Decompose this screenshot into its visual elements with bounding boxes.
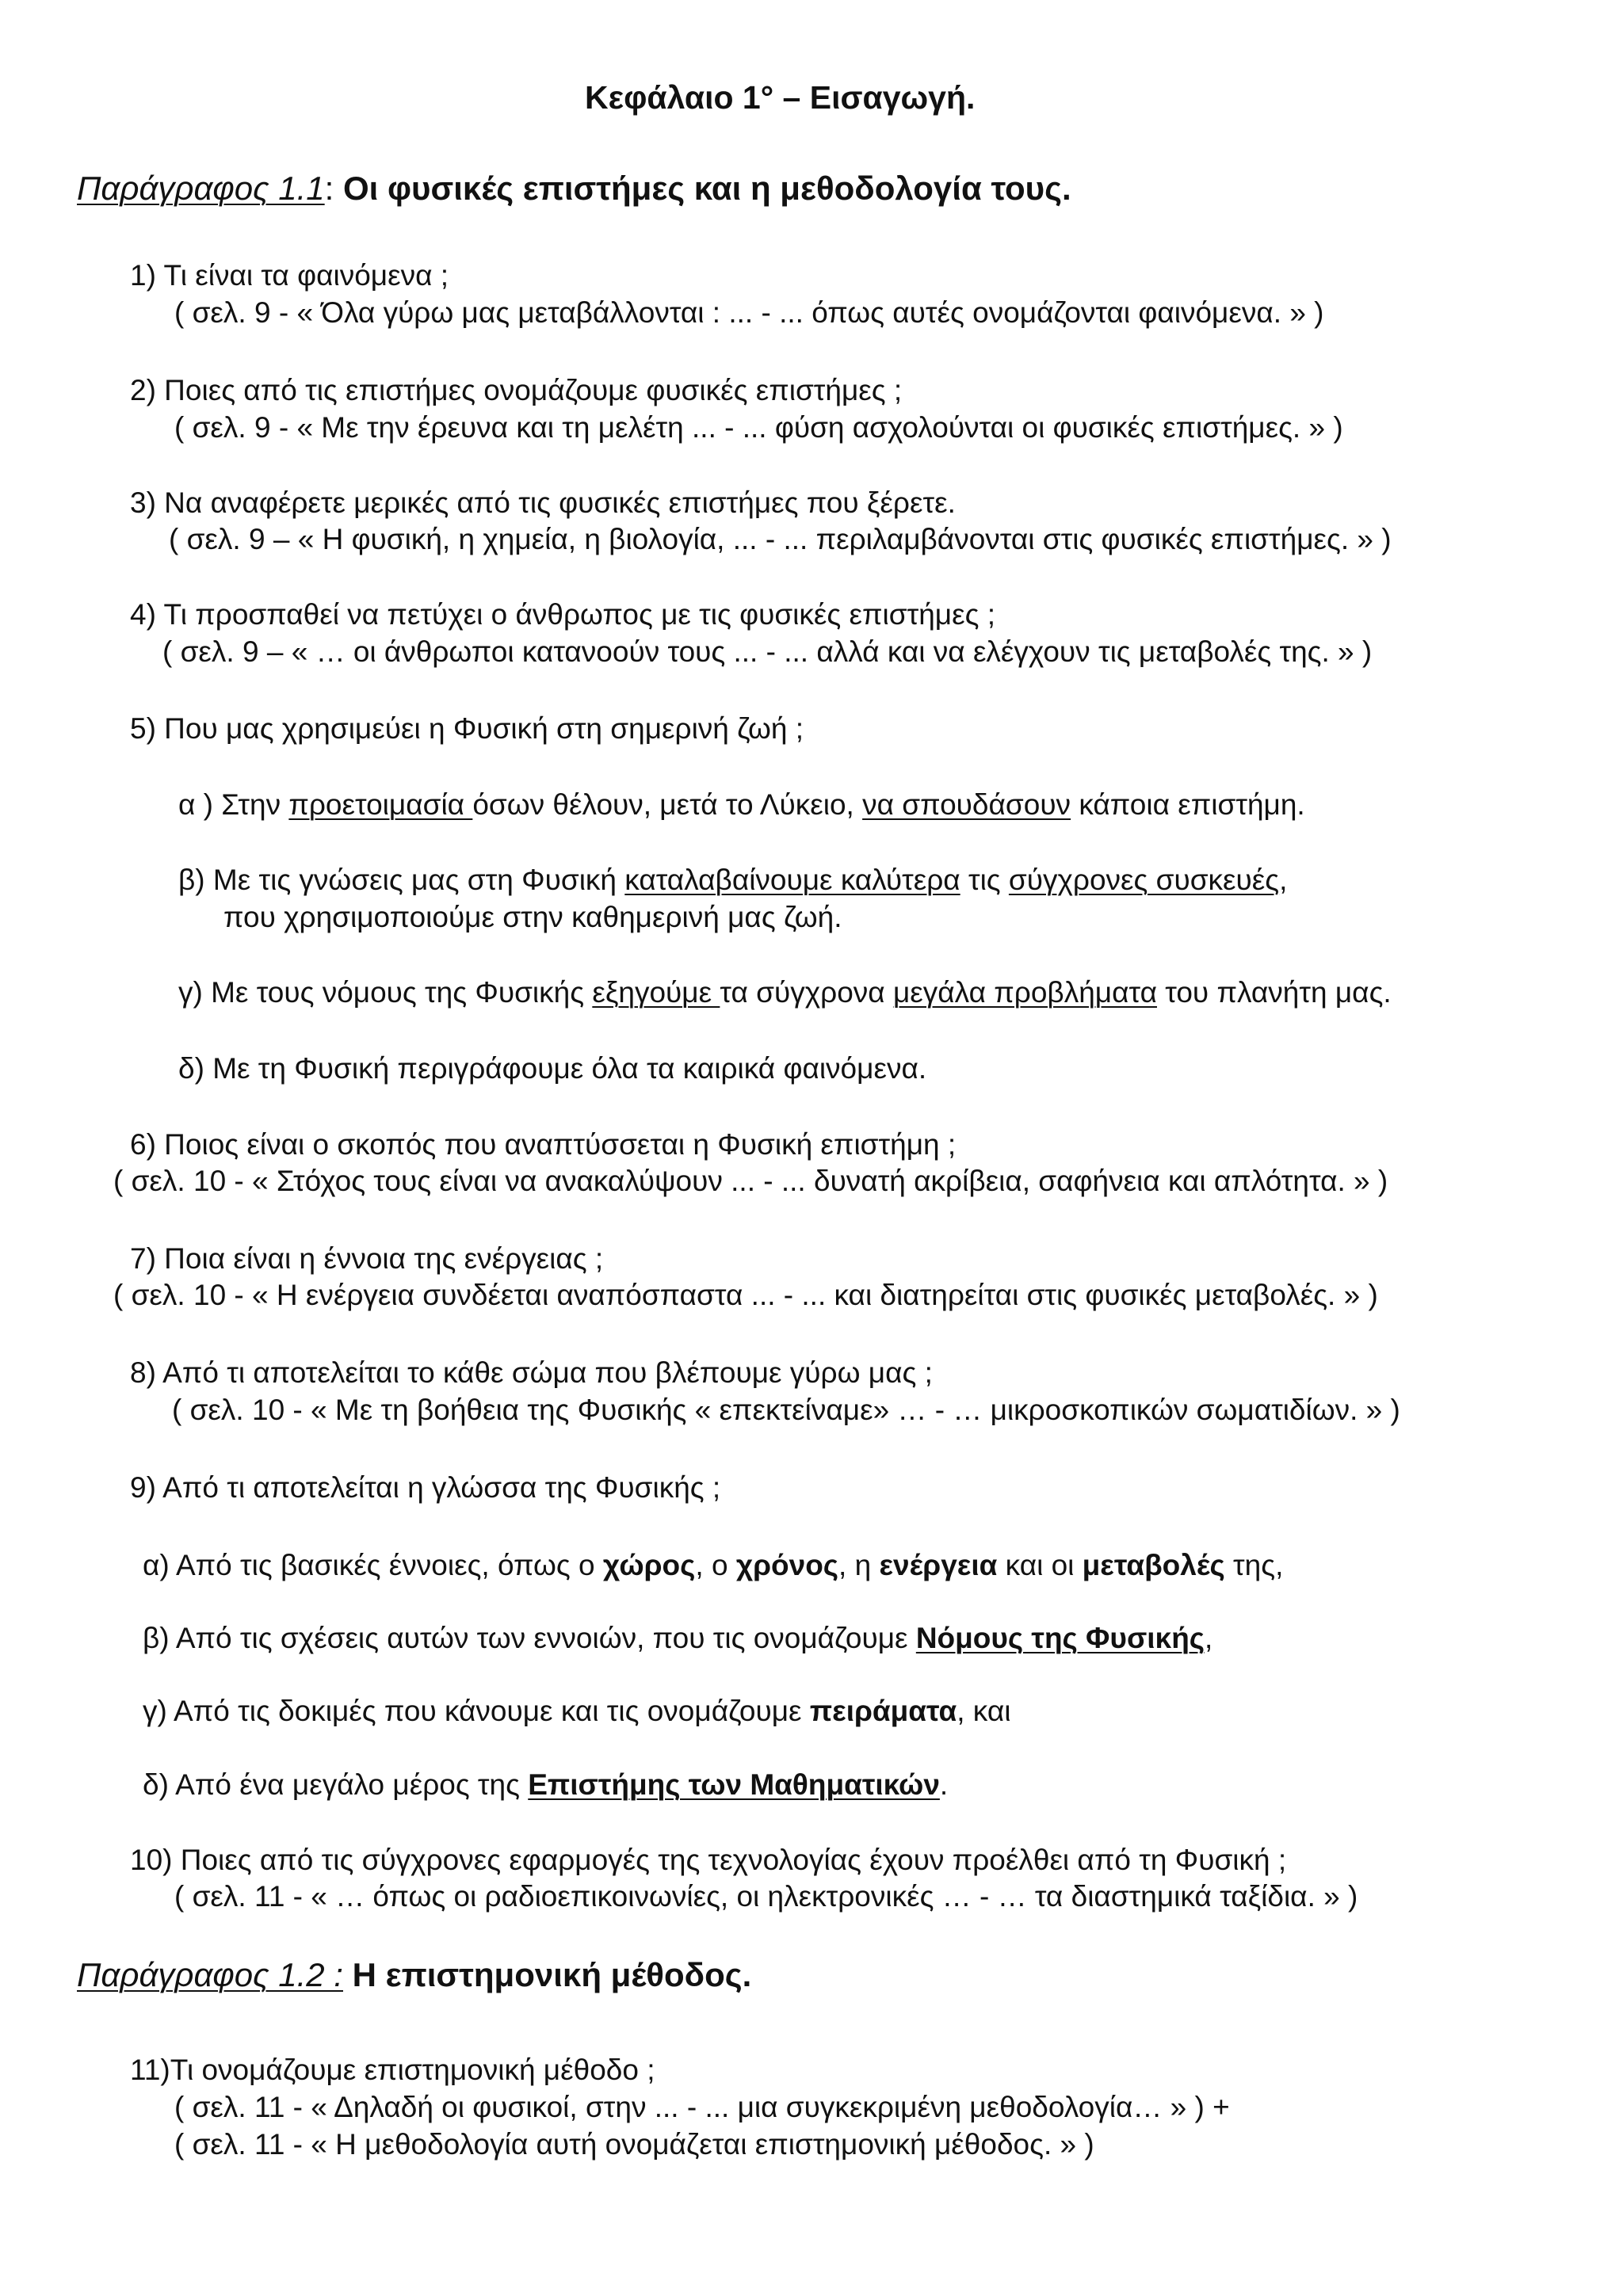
underlined-text: μεγάλα προβλήματα bbox=[892, 976, 1157, 1009]
text-run: τις bbox=[960, 864, 1009, 896]
bold-term: χώρος bbox=[602, 1549, 696, 1581]
text-run: , bbox=[1279, 864, 1288, 896]
q7-reference: ( σελ. 10 - « Η ενέργεια συνδέεται αναπόσπαστα ... - ... και διατηρείται στις φυσικές μεταβολές. » ) bbox=[113, 1279, 1378, 1311]
bold-term: πειράματα bbox=[809, 1695, 957, 1727]
text-run: α) Από τις βασικές έννοιες, όπως ο bbox=[143, 1549, 603, 1581]
text-run: , η bbox=[838, 1549, 880, 1581]
text-run: α ) Στην bbox=[178, 788, 289, 821]
text-run: και οι bbox=[997, 1549, 1083, 1581]
paragraph-1-1-separator: : bbox=[324, 170, 334, 207]
q11-reference-2: ( σελ. 11 - « Η μεθοδολογία αυτή ονομάζεται επιστημονική μέθοδος. » ) bbox=[174, 2128, 1094, 2161]
q5-item-d: δ) Με τη Φυσική περιγράφουμε όλα τα καιρικά φαινόμενα. bbox=[178, 1052, 927, 1085]
q9-item-c bbox=[143, 1693, 1010, 1730]
text-run: , και bbox=[957, 1695, 1011, 1727]
q2-reference: ( σελ. 9 - « Με την έρευνα και τη μελέτη ... - ... φύση ασχολούνται οι φυσικές επιστήμες. » ) bbox=[174, 411, 1343, 444]
text-run: , ο bbox=[695, 1549, 736, 1581]
q2-question: 2) Ποιες από τις επιστήμες ονομάζουμε φυσικές επιστήμες ; bbox=[130, 374, 903, 406]
paragraph-1-1-heading bbox=[77, 170, 1071, 207]
paragraph-1-2-title: Η επιστημονική μέθοδος. bbox=[342, 1956, 752, 1993]
q6-reference: ( σελ. 10 - « Στόχος τους είναι να ανακαλύψουν ... - ... δυνατή ακρίβεια, σαφήνεια και απλότητα. » ) bbox=[113, 1165, 1388, 1197]
q9-item-b bbox=[143, 1620, 1212, 1657]
q7-question: 7) Ποια είναι η έννοια της ενέργειας ; bbox=[130, 1242, 604, 1275]
text-run: , bbox=[1205, 1622, 1213, 1654]
q1-reference: ( σελ. 9 - « Όλα γύρω μας μεταβάλλονται : ... - ... όπως αυτές ονομάζονται φαινόμενα. » ) bbox=[174, 296, 1324, 329]
underlined-text: προετοιμασία bbox=[288, 788, 473, 821]
q11-reference-1: ( σελ. 11 - « Δηλαδή οι φυσικοί, στην ... - ... μια συγκεκριμένη μεθοδολογία… » ) + bbox=[174, 2091, 1230, 2123]
paragraph-1-2-heading bbox=[77, 1957, 751, 1993]
text-run: όσων θέλουν, μετά το Λύκειο, bbox=[472, 788, 863, 821]
q9-item-a bbox=[143, 1547, 1283, 1584]
q10-reference: ( σελ. 11 - « … όπως οι ραδιοεπικοινωνίες, οι ηλεκτρονικές … - … τα διαστημικά ταξίδια. » ) bbox=[174, 1880, 1358, 1913]
q1-question: 1) Τι είναι τα φαινόμενα ; bbox=[130, 259, 449, 292]
q4-reference: ( σελ. 9 – « … οι άνθρωποι κατανοούν τους ... - ... αλλά και να ελέγχουν τις μεταβολές της. » ) bbox=[162, 635, 1373, 668]
text-run: δ) Από ένα μεγάλο μέρος της bbox=[143, 1768, 529, 1801]
underlined-text: να σπουδάσουν bbox=[862, 788, 1071, 821]
q6-question: 6) Ποιος είναι ο σκοπός που αναπτύσσεται η Φυσική επιστήμη ; bbox=[130, 1128, 957, 1161]
paragraph-1-2-label: Παράγραφος 1.2 : bbox=[77, 1956, 343, 1993]
text-run: κάποια επιστήμη. bbox=[1071, 788, 1305, 821]
q5-item-b-continuation: που χρησιμοποιούμε στην καθημερινή μας ζωή. bbox=[223, 901, 842, 933]
q8-question: 8) Από τι αποτελείται το κάθε σώμα που βλέπουμε γύρω μας ; bbox=[130, 1356, 933, 1389]
text-run: της, bbox=[1224, 1549, 1284, 1581]
q9-item-d bbox=[143, 1767, 948, 1803]
text-run: γ) Με τους νόμους της Φυσικής bbox=[178, 976, 593, 1009]
bold-term: ενέργεια bbox=[879, 1549, 998, 1581]
bold-underlined-term: Νόμους της Φυσικής bbox=[915, 1622, 1205, 1654]
q4-question: 4) Τι προσπαθεί να πετύχει ο άνθρωπος με τις φυσικές επιστήμες ; bbox=[130, 598, 995, 631]
chapter-title: Κεφάλαιο 1° – Εισαγωγή. bbox=[585, 79, 976, 116]
text-run: β) Με τις γνώσεις μας στη Φυσική bbox=[178, 864, 625, 896]
q5-item-b bbox=[178, 862, 1287, 898]
text-run: . bbox=[939, 1768, 949, 1801]
bold-term: χρόνος bbox=[735, 1549, 839, 1581]
text-run: τα σύγχρονα bbox=[720, 976, 893, 1009]
text-run: γ) Από τις δοκιμές που κάνουμε και τις ονομάζουμε bbox=[143, 1695, 810, 1727]
paragraph-1-1-label: Παράγραφος 1.1 bbox=[77, 170, 325, 207]
q5-question: 5) Που μας χρησιμεύει η Φυσική στη σημερινή ζωή ; bbox=[130, 712, 804, 745]
q5-item-a bbox=[178, 787, 1305, 823]
bold-term: μεταβολές bbox=[1082, 1549, 1225, 1581]
q8-reference: ( σελ. 10 - « Με τη βοήθεια της Φυσικής « επεκτείναμε» … - … μικροσκοπικών σωματιδίων. » ) bbox=[172, 1394, 1400, 1426]
underlined-text: καταλαβαίνουμε καλύτερα bbox=[624, 864, 960, 896]
bold-underlined-term: Επιστήμης των Μαθηματικών bbox=[528, 1768, 940, 1801]
q10-question: 10) Ποιες από τις σύγχρονες εφαρμογές της τεχνολογίας έχουν προέλθει από τη Φυσική ; bbox=[130, 1844, 1287, 1876]
q3-question: 3) Να αναφέρετε μερικές από τις φυσικές επιστήμες που ξέρετε. bbox=[130, 486, 956, 519]
q11-question: 11)Τι ονομάζουμε επιστημονική μέθοδο ; bbox=[130, 2054, 655, 2086]
underlined-text: σύγχρονες συσκευές bbox=[1008, 864, 1280, 896]
text-run: β) Από τις σχέσεις αυτών των εννοιών, που τις ονομάζουμε bbox=[143, 1622, 916, 1654]
q3-reference: ( σελ. 9 – « Η φυσική, η χημεία, η βιολογία, ... - ... περιλαμβάνονται στις φυσικές επιστήμες. » ) bbox=[169, 523, 1392, 555]
text-run: του πλανήτη μας. bbox=[1156, 976, 1392, 1009]
q5-item-c bbox=[178, 974, 1392, 1011]
q9-question: 9) Από τι αποτελείται η γλώσσα της Φυσικής ; bbox=[130, 1471, 721, 1504]
underlined-text: εξηγούμε bbox=[592, 976, 720, 1009]
paragraph-1-1-title: Οι φυσικές επιστήμες και η μεθοδολογία τους. bbox=[343, 170, 1071, 207]
